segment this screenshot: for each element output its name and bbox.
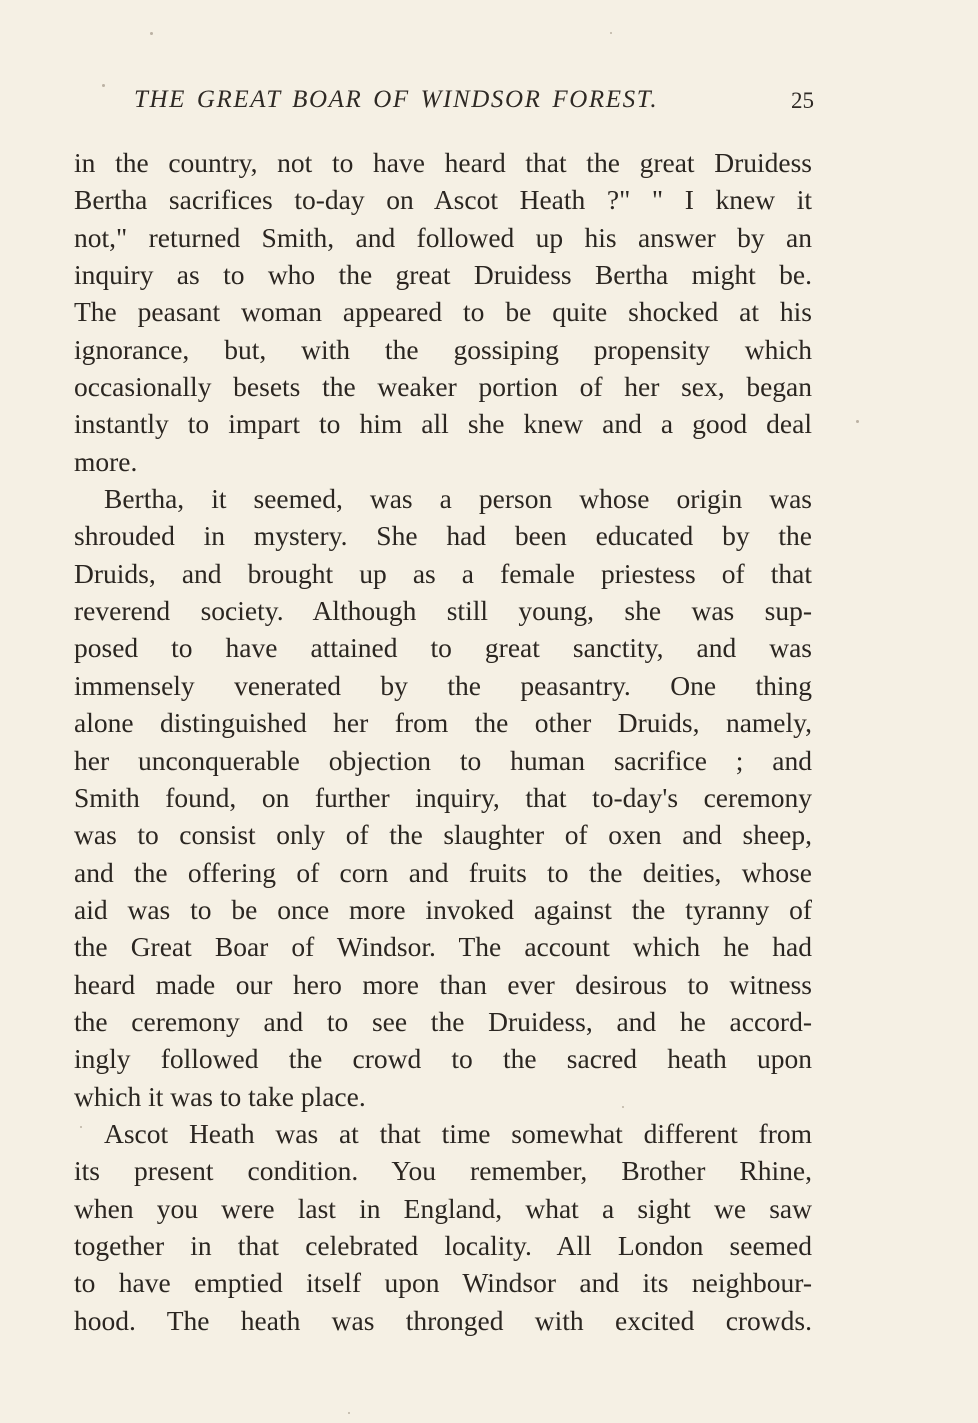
text-line: aid was to be once more invoked against the tyranny of (74, 893, 812, 925)
text-line: immensely venerated by the peasantry. One thing (74, 669, 812, 701)
text-line: reverend society. Although still young, she was sup- (74, 595, 812, 627)
paper-speck (856, 420, 859, 423)
paper-speck (610, 32, 612, 34)
running-title: THE GREAT BOAR OF WINDSOR FOREST. (134, 86, 659, 113)
text-line: Bertha, it seemed, was a person whose origin was (104, 483, 812, 515)
text-line: The peasant woman appeared to be quite shocked at his (74, 296, 812, 328)
text-line: posed to have attained to great sanctity, and was (74, 632, 812, 664)
text-line: occasionally besets the weaker portion of her sex, began (74, 371, 812, 403)
text-line: Ascot Heath was at that time somewhat different from (104, 1117, 812, 1149)
text-line: her unconquerable objection to human sacrifice ; and (74, 744, 812, 776)
text-line: not," returned Smith, and followed up his answer by an (74, 221, 812, 253)
text-line: Smith found, on further inquiry, that to-day's ceremony (74, 781, 812, 813)
text-line: more. (74, 445, 138, 477)
text-line: heard made our hero more than ever desirous to witness (74, 968, 812, 1000)
text-line: inquiry as to who the great Druidess Bertha might be. (74, 259, 812, 291)
text-line: to have emptied itself upon Windsor and its neighbour- (74, 1267, 812, 1299)
text-line: was to consist only of the slaughter of oxen and sheep, (74, 819, 812, 851)
paper-speck (102, 84, 105, 87)
text-line: in the country, not to have heard that the great Druidess (74, 147, 812, 178)
text-line: hood. The heath was thronged with excited crowds. (74, 1304, 812, 1336)
text-line: Druids, and brought up as a female priestess of that (74, 557, 812, 589)
text-line: which it was to take place. (74, 1080, 366, 1112)
text-line: ignorance, but, with the gossiping propensity which (74, 333, 812, 365)
text-line: instantly to impart to him all she knew and a good deal (74, 408, 812, 440)
text-line: the ceremony and to see the Druidess, and he accord- (74, 1005, 812, 1037)
text-line: alone distinguished her from the other Druids, namely, (74, 707, 812, 739)
text-line: the Great Boar of Windsor. The account which he had (74, 931, 812, 963)
text-line: Bertha sacrifices to-day on Ascot Heath ?" " I knew it (74, 184, 812, 216)
text-line: ingly followed the crowd to the sacred heath upon (74, 1043, 812, 1075)
text-line: together in that celebrated locality. All London seemed (74, 1229, 812, 1261)
text-line: shrouded in mystery. She had been educated by the (74, 520, 812, 552)
page-number: 25 (791, 88, 814, 113)
paper-speck (348, 1412, 350, 1414)
text-line: and the offering of corn and fruits to the deities, whose (74, 856, 812, 888)
text-line: when you were last in England, what a sight we saw (74, 1192, 812, 1224)
paper-speck (150, 32, 153, 35)
text-line: its present condition. You remember, Brother Rhine, (74, 1155, 812, 1187)
page-header (134, 86, 814, 122)
body-text (74, 144, 812, 1339)
